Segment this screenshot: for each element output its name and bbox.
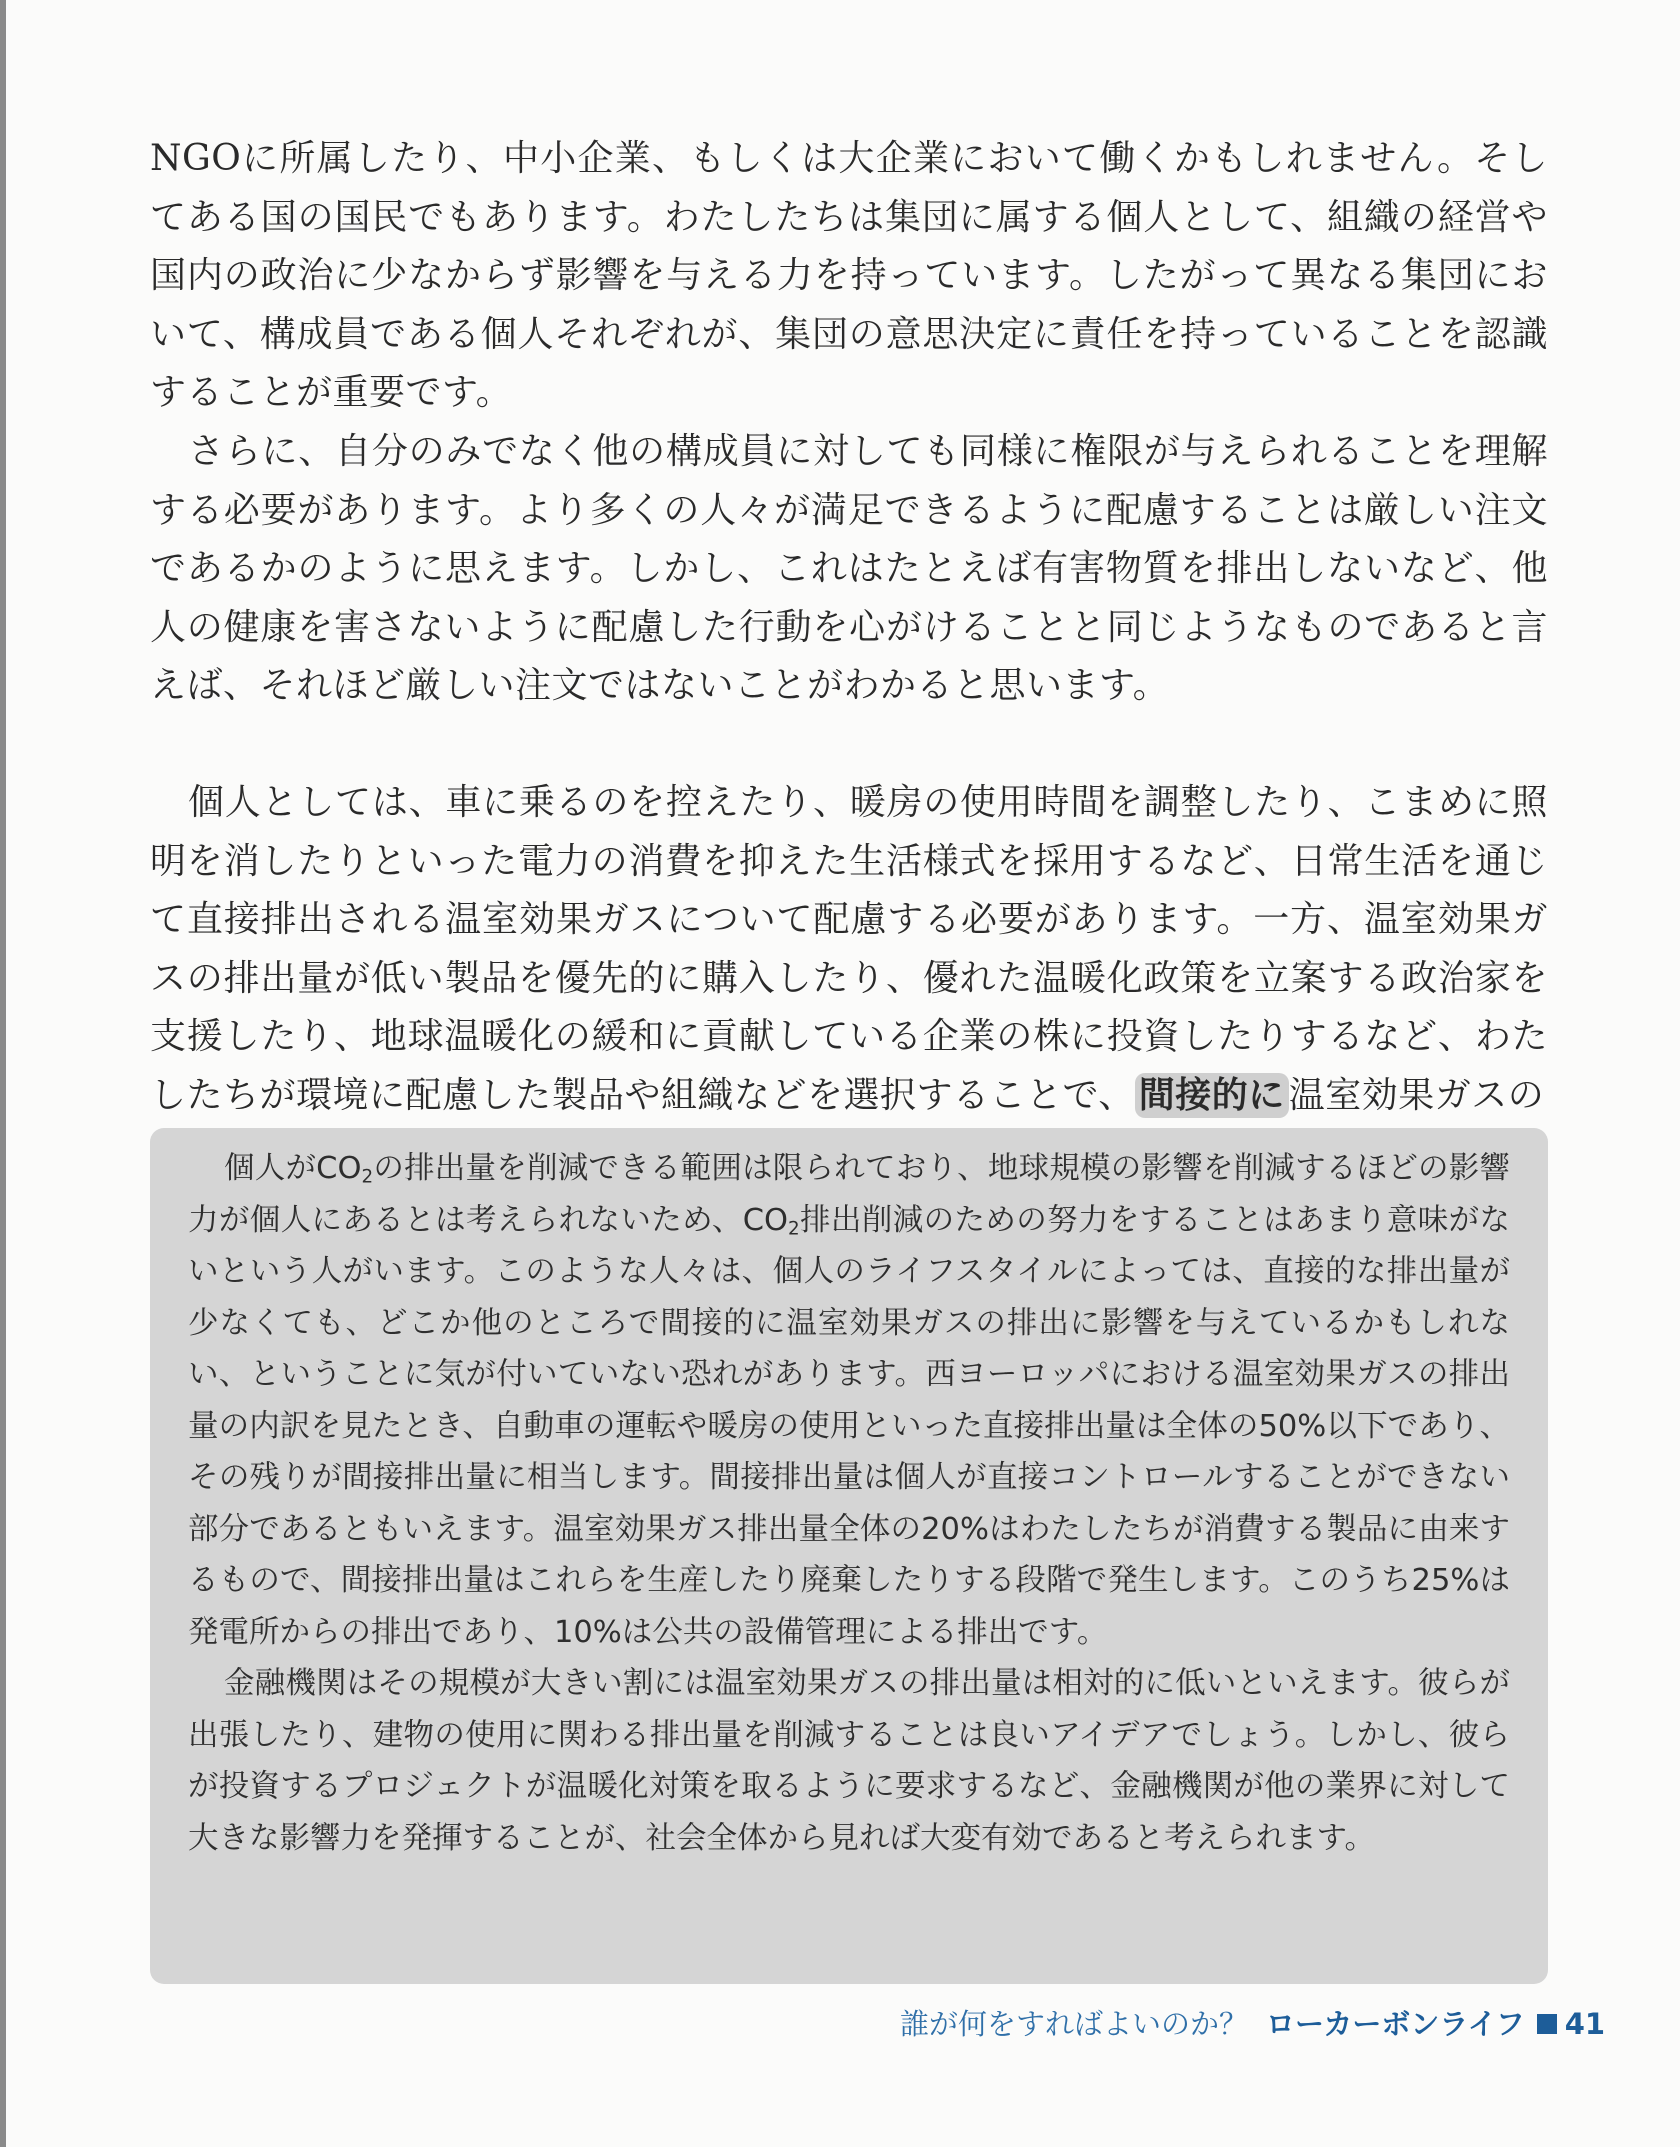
- paragraph-3-continuation: 温室効果ガスの: [1288, 1074, 1545, 1116]
- main-text: [150, 130, 1548, 1126]
- paragraph-3: [150, 774, 1548, 1126]
- box-paragraph-1: [188, 1143, 1510, 1658]
- highlighted-phrase: 間接的に: [1135, 1073, 1289, 1118]
- co2-subscript: 2: [788, 1218, 800, 1240]
- box-paragraph-2: 金融機関はその規模が大きい割には温室効果ガスの排出量は相対的に低いといえます。彼らが出張したり、建物の使用に関わる排出量を削減することは良いアイデアでしょう。しかし、彼らが投資するプロジェクトが温暖化対策を取るように要求するなど、金融機関が他の業界に対して大きな影響力を発揮することが、社会全体から見れば大変有効であると考えられます。: [188, 1666, 1510, 1856]
- page-edge: [0, 0, 6, 2147]
- box-p1-end: 排出削減のための努力をすることはあまり意味がないという人がいます。このような人々は、個人のライフスタイルによっては、直接的な排出量が少なくても、どこか他のところで間接的に温室効果ガスの排出に影響を与えているかもしれない、ということに気が付いていない恐れがあります。西ヨーロッパにおける温室効果ガスの排出量の内訳を見たとき、自動車の運転や暖房の使用といった直接排出量は全体の50%以下であり、その残りが間接排出量に相当します。間接排出量は個人が直接コントロールすることができない部分であるともいえます。温室効果ガス排出量全体の20%はわたしたちが消費する製品に由来するもので、間接排出量はこれらを生産したり廃棄したりする段階で発生します。このうち25%は発電所からの排出であり、10%は公共の設備管理による排出です。: [188, 1202, 1510, 1650]
- footer-brand: ローカーボンライフ: [1266, 2007, 1525, 2041]
- paragraph-2: さらに、自分のみでなく他の構成員に対しても同様に権限が与えられることを理解する必要があります。より多くの人々が満足できるように配慮することは厳しい注文であるかのように思えます。しかし、これはたとえば有害物質を排出しないなど、他人の健康を害さないように配慮した行動を心がけることと同じようなものであると言えば、それほど厳しい注文ではないことがわかると思います。: [150, 430, 1548, 707]
- footer-question: 誰が何をすればよいのか？: [900, 2007, 1249, 2041]
- paragraph-1: NGOに所属したり、中小企業、もしくは大企業において働くかもしれません。そしてある国の国民でもあります。わたしたちは集団に属する個人として、組織の経営や国内の政治に少なからず影響を与える力を持っています。したがって異なる集団において、構成員である個人それぞれが、集団の意思決定に責任を持っていることを認識することが重要です。: [150, 138, 1548, 414]
- box-p1-middle: の排出量を削減できる範囲は限られており、地球規模の影響を削減するほどの影響力が個人にあるとは考えられないため、CO: [188, 1151, 1510, 1238]
- co2-subscript: 2: [361, 1166, 374, 1188]
- sidebar-box: [150, 1128, 1548, 1984]
- paragraph-3-text: 個人としては、車に乗るのを控えたり、暖房の使用時間を調整したり、こまめに照明を消したりといった電力の消費を抑えた生活様式を採用するなど、日常生活を通じて直接排出される温室効果ガスについて配慮する必要があります。一方、温室効果ガスの排出量が低い製品を優先的に購入したり、優れた温暖化政策を立案する政治家を支援したり、地球温暖化の緩和に貢献している企業の株に投資したりするなど、わたしたちが環境に配慮した製品や組織などを選択することで、: [150, 781, 1548, 1116]
- box-p1-start: 個人がCO: [224, 1151, 362, 1186]
- square-bullet-icon: [1537, 2014, 1557, 2034]
- page-footer: [900, 2002, 1606, 2046]
- page-number: 41: [1564, 2007, 1606, 2041]
